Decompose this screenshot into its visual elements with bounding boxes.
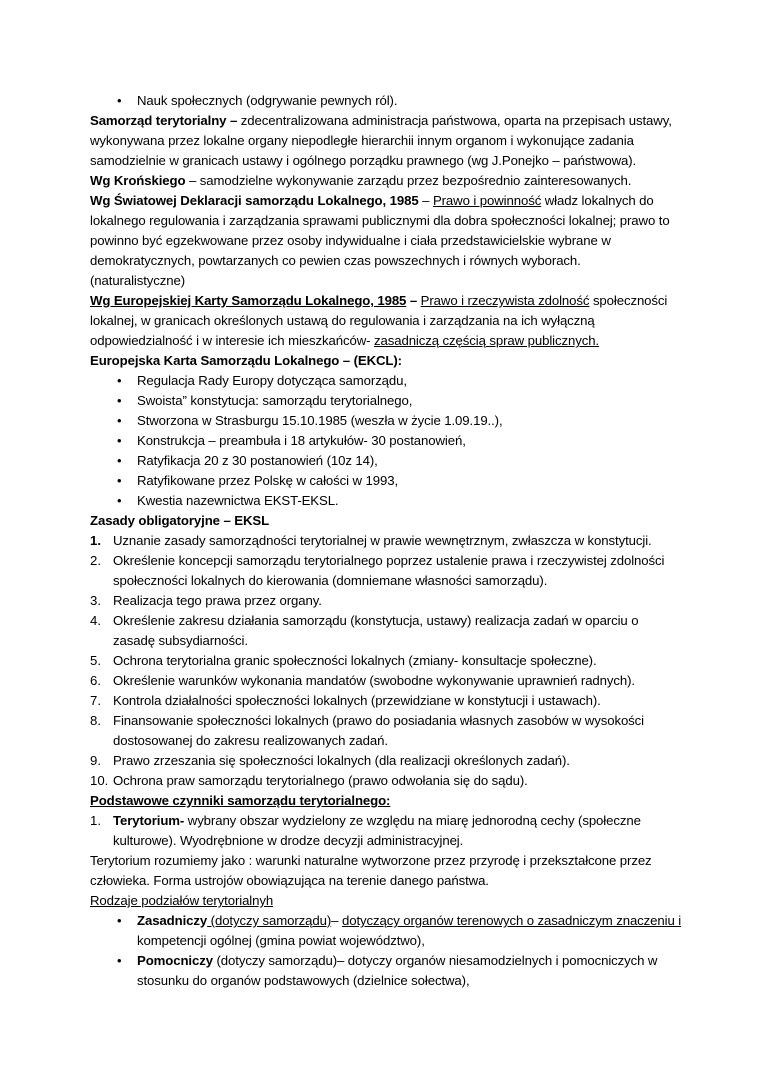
definition-kronski (90, 171, 631, 191)
underlined-text: zasadniczą częścią spraw publicznych. (374, 333, 599, 348)
list-item: Konstrukcja – preambuła i 18 artykułów- 30 postanowień, (137, 433, 466, 448)
section-heading: Zasady obligatoryjne – EKSL (90, 513, 270, 528)
bullet-icon: • (117, 473, 122, 488)
paragraph-line: samodzielnie w granicach ustawy i ogólnego porządku prawnego (wg J.Ponejko – państwowa). (90, 153, 637, 168)
list-item: Uznanie zasady samorządności terytorialnej w prawie wewnętrznym, zwłaszcza w konstytucji. (113, 533, 652, 548)
text: zdecentralizowana administracja państwowa, oparta na przepisach ustawy, (237, 113, 672, 128)
list-number: 1. (90, 813, 101, 828)
text: władz lokalnych do (541, 193, 654, 208)
list-number: 2. (90, 553, 101, 568)
paragraph-line: człowieka. Forma ustrojów obowiązująca na terenie danego państwa. (90, 873, 489, 888)
list-item: Kontrola działalności społeczności lokalnych (przewidziane w konstytucji i ustawach). (113, 693, 601, 708)
section-heading: Europejska Karta Samorządu Lokalnego – (EKCL): (90, 353, 402, 368)
subsection-heading: Rodzaje podziałów terytorialnyh (90, 893, 274, 908)
list-item: Określenie zakresu działania samorządu (konstytucja, ustawy) realizacja zadań w oparciu o (113, 613, 639, 628)
list-number: 7. (90, 693, 101, 708)
underlined-text: Prawo i rzeczywista zdolność (420, 293, 590, 308)
list-item: Ochrona terytorialna granic społeczności lokalnych (zmiany- konsultacje społeczne). (113, 653, 597, 668)
list-item: Określenie warunków wykonania mandatów (swobodne wykonywanie uprawnień radnych). (113, 673, 635, 688)
list-item-continuation: społeczności lokalnych do kierowania (domniemane własności samorządu). (113, 573, 548, 588)
list-item: Regulacja Rady Europy dotycząca samorządu, (137, 373, 407, 388)
term: Zasadniczy (137, 913, 208, 928)
definition-samorzad (90, 111, 672, 131)
text: odpowiedzialność i w interesie ich mieszkańców- (90, 333, 374, 348)
list-item (113, 811, 641, 831)
list-item-continuation: dostosowanej do zakresu realizowanych zadań. (113, 733, 388, 748)
bullet-icon: • (117, 93, 122, 108)
list-number: 1. (90, 533, 101, 548)
paragraph-line: (naturalistyczne) (90, 273, 186, 288)
text: – (331, 913, 342, 928)
text: społeczności (589, 293, 668, 308)
list-item-continuation: zasadę subsydiarności. (113, 633, 248, 648)
definition-europejska (90, 291, 667, 311)
list-item: Ratyfikacja 20 z 30 postanowień (10z 14), (137, 453, 378, 468)
bullet-icon: • (117, 433, 122, 448)
list-item: Ochrona praw samorządu terytorialnego (prawo odwołania się do sądu). (113, 773, 528, 788)
list-item (137, 951, 657, 971)
bullet-icon: • (117, 493, 122, 508)
term: Wg Europejskiej Karty Samorządu Lokalnego, 1985 (90, 293, 407, 308)
text: – samodzielne wykonywanie zarządu przez bezpośrednio zainteresowanych. (185, 173, 632, 188)
list-item: Swoista” konstytucja: samorządu terytorialnego, (137, 393, 413, 408)
text: wybrany obszar wydzielony ze względu na miarę jednorodną cechy (społeczne (184, 813, 641, 828)
list-item: Kwestia nazewnictwa EKST-EKSL. (137, 493, 339, 508)
underlined-text: (dotyczy samorządu) (207, 913, 332, 928)
term: Terytorium- (113, 813, 185, 828)
list-item-continuation: kulturowe). Wyodrębnione w drodze decyzji administracyjnej. (113, 833, 464, 848)
list-number: 3. (90, 593, 101, 608)
list-item: Prawo zrzeszania się społeczności lokalnych (dla realizacji określonych zadań). (113, 753, 570, 768)
bullet-icon: • (117, 373, 122, 388)
list-item: Stworzona w Strasburgu 15.10.1985 (weszła w życie 1.09.19..), (137, 413, 503, 428)
bullet-icon: • (117, 953, 122, 968)
term: Samorząd terytorialny – (90, 113, 238, 128)
text: (dotyczy samorządu)– dotyczy organów niesamodzielnych i pomocniczych w (212, 953, 658, 968)
paragraph-line: demokratycznych, powtarzanych co pewien czas powszechnych i równych wyborach. (90, 253, 581, 268)
paragraph-line: lokalnej, w granicach określonych ustawą do regulowania i zarządzania na ich wyłączną (90, 313, 595, 328)
text: – (418, 193, 433, 208)
list-item: Określenie koncepcji samorządu terytorialnego poprzez ustalenie prawa i rzeczywistej zdolności (113, 553, 665, 568)
list-item: Finansowanie społeczności lokalnych (prawo do posiadania własnych zasobów w wysokości (113, 713, 644, 728)
bullet-icon: • (117, 393, 122, 408)
list-number: 6. (90, 673, 101, 688)
list-item: Nauk społecznych (odgrywanie pewnych ról). (137, 93, 398, 108)
paragraph-line: wykonywana przez lokalne organy niepodległe hierarchii innym organom i wykonujące zadania (90, 133, 634, 148)
bullet-icon: • (117, 913, 122, 928)
text: – (406, 293, 421, 308)
list-number: 5. (90, 653, 101, 668)
paragraph-line (90, 331, 599, 351)
list-item (137, 911, 681, 931)
list-item: Realizacja tego prawa przez organy. (113, 593, 322, 608)
bullet-icon: • (117, 413, 122, 428)
list-number: 9. (90, 753, 101, 768)
bullet-icon: • (117, 453, 122, 468)
list-number: 10. (90, 773, 109, 788)
list-item-continuation: stosunku do organów podstawowych (dzielnice sołectwa), (137, 973, 470, 988)
term: Wg Światowej Deklaracji samorządu Lokalnego, 1985 (90, 193, 419, 208)
list-item-continuation: kompetencji ogólnej (gmina powiat województwo), (137, 933, 425, 948)
term: Wg Krońskiego (90, 173, 186, 188)
underlined-text: dotyczący organów terenowych o zasadniczym znaczeniu i (341, 913, 682, 928)
list-number: 4. (90, 613, 101, 628)
definition-swiatowa (90, 191, 654, 211)
paragraph-line: powinno być egzekwowane przez osoby indywidualne i ciała przedstawicielskie wybrane w (90, 233, 611, 248)
term: Pomocniczy (137, 953, 213, 968)
list-item: Ratyfikowane przez Polskę w całości w 1993, (137, 473, 399, 488)
paragraph-line: Terytorium rozumiemy jako : warunki naturalne wytworzone przez przyrodę i przekształcone przez (90, 853, 652, 868)
underlined-text: Prawo i powinność (432, 193, 542, 208)
section-heading: Podstawowe czynniki samorządu terytorialnego: (90, 793, 391, 808)
paragraph-line: lokalnego regulowania i zarządzania sprawami publicznymi dla dobra społeczności lokalnej; prawo to (90, 213, 670, 228)
list-number: 8. (90, 713, 101, 728)
